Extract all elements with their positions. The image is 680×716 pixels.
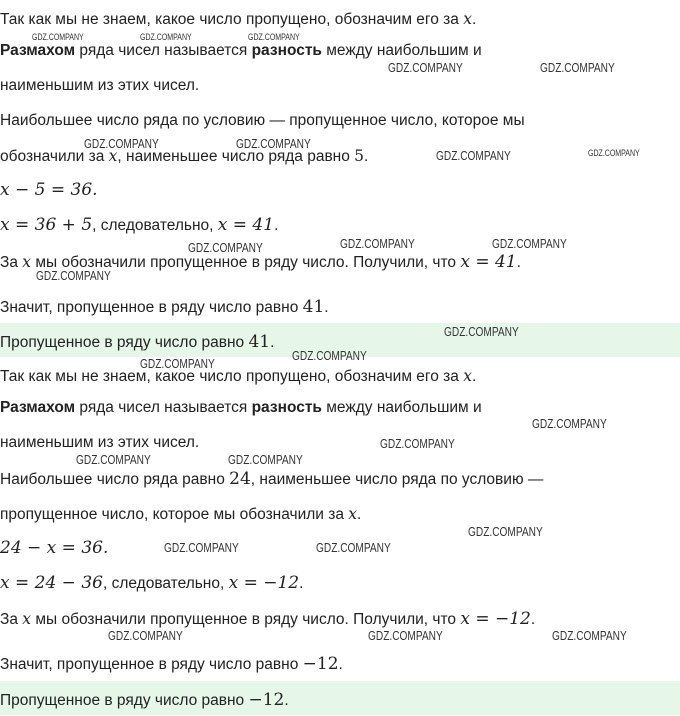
watermark: GDZ.COMPANY <box>340 236 415 251</box>
paragraph-max-min-1: Наибольшее число ряда по условию — пропущенное число, которое мы <box>0 112 525 129</box>
watermark: GDZ.COMPANY <box>188 240 263 255</box>
watermark: GDZ.COMPANY <box>588 148 640 158</box>
watermark: GDZ.COMPANY <box>492 236 567 251</box>
watermark: GDZ.COMPANY <box>140 32 192 42</box>
watermark: GDZ.COMPANY <box>368 628 443 643</box>
paragraph-max-min-cont-1: обозначили за x, наименьшее число ряда равно 5. <box>0 147 369 165</box>
watermark: GDZ.COMPANY <box>540 60 615 75</box>
paragraph-range-definition-cont-1: наименьшим из этих чисел. <box>0 77 200 94</box>
watermark: GDZ.COMPANY <box>108 628 183 643</box>
watermark: GDZ.COMPANY <box>468 524 543 539</box>
watermark: GDZ.COMPANY <box>164 540 239 555</box>
watermark: GDZ.COMPANY <box>316 540 391 555</box>
equation-2: 24 − x = 36. <box>0 538 109 558</box>
watermark: GDZ.COMPANY <box>84 136 159 151</box>
watermark: GDZ.COMPANY <box>140 356 215 371</box>
watermark: GDZ.COMPANY <box>444 324 519 339</box>
paragraph-result-1: За x мы обозначили пропущенное в ряду число. Получили, что x = 41. <box>0 252 521 272</box>
paragraph-range-definition-2: Размахом ряда чисел называется разность между наибольшим и <box>0 399 482 416</box>
watermark: GDZ.COMPANY <box>76 452 151 467</box>
answer-2: Пропущенное в ряду число равно −12. <box>0 690 289 710</box>
watermark: GDZ.COMPANY <box>228 452 303 467</box>
watermark: GDZ.COMPANY <box>380 436 455 451</box>
paragraph-range-definition-cont-2: наименьшим из этих чисел. <box>0 434 200 451</box>
watermark: GDZ.COMPANY <box>248 32 300 42</box>
watermark: GDZ.COMPANY <box>32 32 84 42</box>
watermark: GDZ.COMPANY <box>36 268 111 283</box>
watermark: GDZ.COMPANY <box>388 60 463 75</box>
paragraph-unknown-2: Так как мы не знаем, какое число пропущено, обозначим его за x. <box>0 367 477 385</box>
paragraph-max-min-2: Наибольшее число ряда равно 24, наименьшее число ряда по условию — <box>0 469 544 489</box>
paragraph-unknown-1: Так как мы не знаем, какое число пропущено, обозначим его за x. <box>0 10 477 28</box>
watermark: GDZ.COMPANY <box>436 148 511 163</box>
paragraph-conclusion-2: Значит, пропущенное в ряду число равно −12. <box>0 654 343 674</box>
paragraph-max-min-cont-2: пропущенное число, которое мы обозначили за x. <box>0 505 362 523</box>
paragraph-range-definition-1: Размахом ряда чисел называется разность между наибольшим и <box>0 42 482 59</box>
paragraph-result-2: За x мы обозначили пропущенное в ряду число. Получили, что x = −12. <box>0 609 536 629</box>
equation-1: x − 5 = 36. <box>0 180 98 200</box>
watermark: GDZ.COMPANY <box>532 416 607 431</box>
watermark: GDZ.COMPANY <box>552 628 627 643</box>
watermark: GDZ.COMPANY <box>236 136 311 151</box>
paragraph-conclusion-1: Значит, пропущенное в ряду число равно 41. <box>0 297 329 317</box>
answer-1: Пропущенное в ряду число равно 41. <box>0 332 275 352</box>
watermark: GDZ.COMPANY <box>292 348 367 363</box>
solution-line-1: x = 36 + 5, следовательно, x = 41. <box>0 215 279 235</box>
solution-line-2: x = 24 − 36, следовательно, x = −12. <box>0 573 304 593</box>
